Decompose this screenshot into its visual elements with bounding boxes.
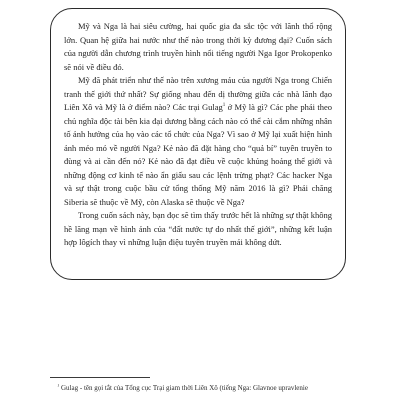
footnote-marker: 1: [57, 384, 60, 388]
paragraph-intro-text: Mỹ và Nga là hai siêu cường, hai quốc gia đa sắc tộc với lãnh thổ rộng lớn. Quan hệ giữa hai nước như thế nào trong thời kỳ đương đại? Cuốn sách của người dẫn chương trình truyền hình nổi tiếng người Nga Igor Prokopenko sẽ nói về điều đó.: [64, 21, 332, 72]
footnote-divider: [50, 377, 150, 378]
footnote-text: Gulag - tên gọi tắt của Tổng cục Trại giam thời Liên Xô (tiếng Nga: Glavnoe upravlenie: [59, 384, 308, 392]
paragraph-conclusion-text: Trong cuốn sách này, bạn đọc sẽ tìm thấy trước hết là những sự thật không hề lãng mạn về hình ảnh của “đất nước tự do nhất thế giới”, những kết luận hợp lôgích thay vì những luận điệu tuyên truyền mải không dứt.: [64, 210, 332, 247]
paragraph-questions-text-start: Mỹ đã phát triển như thế nào trên xương máu của người Nga trong Chiến tranh thế giới thứ nhất? Sự giống nhau đến dị thường giữa các nhà lãnh đạo Liên Xô và Mỹ là ở điểm nào? Các trại Gulag: [64, 75, 332, 112]
paragraph-conclusion: [64, 209, 332, 250]
footnote-reference: 1: [222, 103, 226, 109]
paragraph-intro: [64, 20, 332, 74]
paragraph-questions: [64, 74, 332, 209]
paragraph-questions-text-end: ở Mỹ là gì? Các phe phái theo chủ nghĩa độc tài bên kia đại dương bằng cách nào có thể cài cắm những nhân tố ảnh hưởng của họ vào các tổ chức của Nga? Vì sao ở Mỹ lại xuất hiện hình ảnh méo mó về người Nga? Kẻ nào đã đặt hàng cho “quả bí” tuyên truyền to đùng và ai cần đến nó? Kẻ nào đã đạt điều về cuộc khủng hoảng thế giới và những động cơ kinh tế nào ẩn giấu sau các lệnh trừng phạt? Các hacker Nga và sự thật trong cuộc bầu cử tổng thống Mỹ năm 2016 là gì? Phải chăng Siberia sẽ thuộc về Mỹ, còn Alaska sẽ thuộc về Nga?: [64, 102, 333, 207]
footnote: [57, 384, 400, 393]
text-frame: [50, 8, 346, 280]
